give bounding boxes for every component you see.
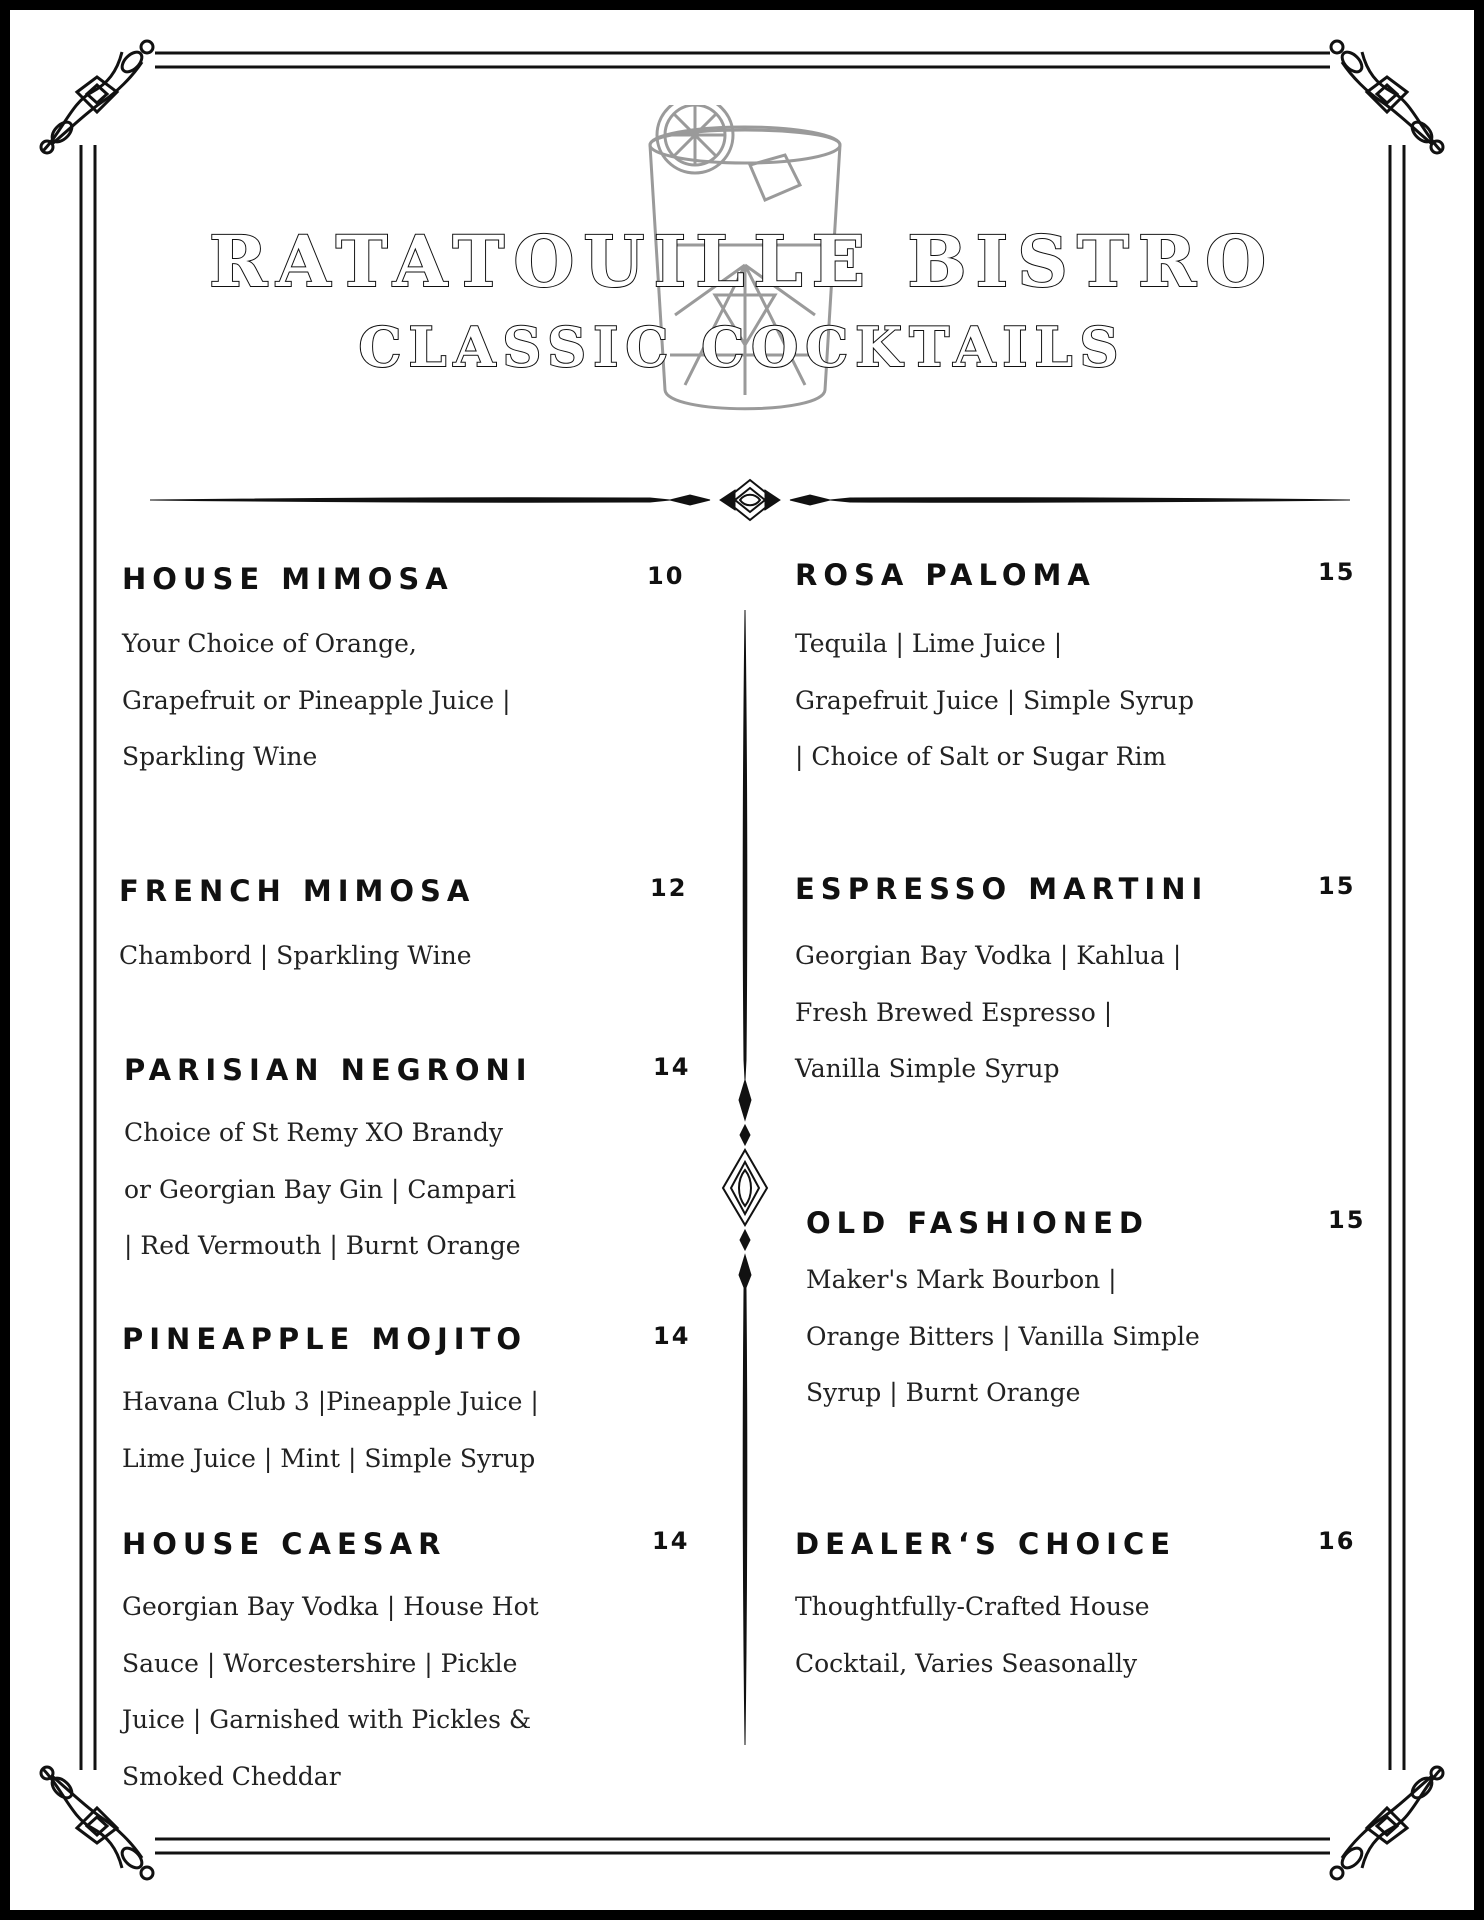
- item-price: 16: [1318, 1527, 1356, 1555]
- item-name: OLD FASHIONED: [806, 1206, 1149, 1240]
- description-line: Tequila | Lime Juice |: [795, 629, 1063, 658]
- item-description: [795, 616, 1194, 786]
- item-name: PINEAPPLE MOJITO: [122, 1322, 527, 1356]
- vertical-flourish-icon: [715, 610, 775, 1745]
- description-line: | Choice of Salt or Sugar Rim: [795, 742, 1167, 771]
- description-line: Syrup | Burnt Orange: [806, 1378, 1081, 1407]
- item-description: [795, 1579, 1150, 1692]
- item-price: 15: [1318, 872, 1356, 900]
- description-line: Grapefruit or Pineapple Juice |: [122, 685, 511, 715]
- description-line: Sparkling Wine: [122, 742, 318, 771]
- item-name: ROSA PALOMA: [795, 558, 1096, 592]
- description-line: Maker's Mark Bourbon |: [806, 1265, 1117, 1294]
- item-name: DEALER‘S CHOICE: [795, 1527, 1177, 1561]
- item-description: [122, 1374, 539, 1487]
- description-line: Fresh Brewed Espresso |: [795, 997, 1113, 1027]
- description-line: Georgian Bay Vodka | House Hot: [122, 1592, 539, 1621]
- item-name: FRENCH MIMOSA: [119, 874, 476, 908]
- description-line: Georgian Bay Vodka | Kahlua |: [795, 941, 1182, 970]
- description-line: Your Choice of Orange,: [122, 629, 417, 658]
- restaurant-title: RATATOUILLE BISTRO: [208, 220, 1276, 303]
- description-line: Thoughtfully-Crafted House: [795, 1592, 1150, 1621]
- description-line: Havana Club 3 |Pineapple Juice |: [122, 1387, 539, 1416]
- description-line: Cocktail, Varies Seasonally: [795, 1648, 1138, 1678]
- flourish-corner-icon: [1322, 32, 1452, 162]
- item-name: HOUSE CAESAR: [122, 1527, 447, 1561]
- menu-page: [10, 10, 1474, 1910]
- description-line: or Georgian Bay Gin | Campari: [124, 1174, 516, 1204]
- description-line: Orange Bitters | Vanilla Simple: [806, 1321, 1200, 1351]
- description-line: | Red Vermouth | Burnt Orange: [124, 1231, 521, 1260]
- description-line: Sauce | Worcestershire | Pickle: [122, 1648, 518, 1678]
- item-price: 14: [653, 1053, 691, 1081]
- description-line: Chambord | Sparkling Wine: [119, 941, 472, 970]
- item-price: 10: [647, 562, 685, 590]
- item-description: [806, 1252, 1200, 1422]
- description-line: Juice | Garnished with Pickles &: [122, 1705, 532, 1734]
- item-price: 12: [650, 874, 688, 902]
- item-name: ESPRESSO MARTINI: [795, 872, 1209, 906]
- flourish-corner-icon: [32, 32, 162, 162]
- item-price: 15: [1328, 1206, 1366, 1234]
- item-description: [795, 928, 1181, 1098]
- item-price: 15: [1318, 558, 1356, 586]
- description-line: Smoked Cheddar: [122, 1761, 341, 1791]
- item-name: PARISIAN NEGRONI: [124, 1053, 533, 1087]
- description-line: Lime Juice | Mint | Simple Syrup: [122, 1443, 536, 1473]
- description-line: Choice of St Remy XO Brandy: [124, 1118, 504, 1147]
- flourish-corner-icon: [1322, 1758, 1452, 1888]
- item-name: HOUSE MIMOSA: [122, 562, 454, 596]
- item-price: 14: [652, 1527, 690, 1555]
- item-description: [124, 1105, 521, 1275]
- flourish-divider-icon: [150, 475, 1350, 525]
- description-line: Vanilla Simple Syrup: [795, 1054, 1060, 1083]
- item-description: [119, 928, 472, 985]
- item-description: [122, 616, 511, 786]
- item-description: [122, 1579, 539, 1805]
- description-line: Grapefruit Juice | Simple Syrup: [795, 685, 1195, 715]
- item-price: 14: [653, 1322, 691, 1350]
- menu-subtitle: CLASSIC COCKTAILS: [358, 315, 1126, 379]
